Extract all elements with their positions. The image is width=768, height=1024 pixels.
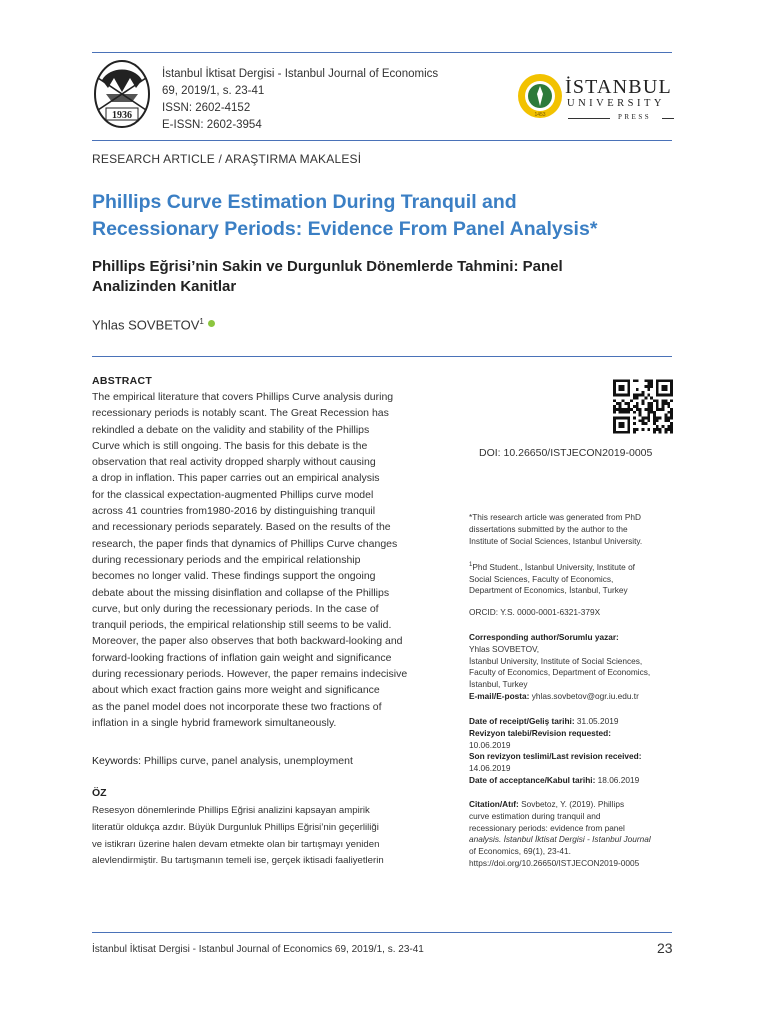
svg-text:1936: 1936 — [112, 110, 132, 121]
keywords — [92, 755, 353, 767]
university-logo-press: PRESS — [618, 113, 652, 121]
orcid-icon[interactable] — [208, 320, 215, 327]
qr-code[interactable] — [613, 379, 673, 434]
svg-text:1453: 1453 — [534, 112, 546, 118]
citation: Citation/Atıf: Sovbetoz, Y. (2019). Phillips curve estimation during tranquil and recessionary periods: evidence from panel analysis. İstanbul İktisat Dergisi - Istanbul Journal of Economics, 69(1), 23-41. https://doi.org/10.26650/ISTJECON2019-0005 — [469, 799, 651, 868]
text-line: about which exact fraction gains more weight and significance — [92, 684, 380, 697]
text-line: as the panel model does not incorporate these two fractions of — [92, 700, 382, 713]
article-title-english: Phillips Curve Estimation During Tranquil and Recessionary Periods: Evidence From Panel Analysis* — [92, 191, 598, 240]
journal-name: İstanbul İktisat Dergisi - Istanbul Journal of Economics — [162, 68, 439, 80]
text-line: inflation in a single hybrid framework simultaneously. — [92, 716, 337, 729]
text-line: forward-looking fractions of inflation gain weight and significance — [92, 651, 392, 664]
text-line: research, the paper finds that dynamics of Phillips Curve changes — [92, 537, 398, 550]
journal-info — [162, 66, 438, 134]
author-name: Yhlas SOVBETOV — [92, 317, 200, 333]
text-line: observation that real activity dropped sharply without causing — [92, 456, 376, 469]
article-title-turkish: Phillips Eğrisi’nin Sakin ve Durgunluk Dönemlerde Tahmini: Panel Analizinden Kanitlar — [92, 258, 563, 295]
article-dates: Date of receipt/Geliş tarihi: 31.05.2019 Revizyon talebi/Revision requested: 10.06.2019 Son revizyon teslimi/Last revision received: 14.06.2019 Date of acceptance/Kabul tarihi: 18.06.2019 — [469, 716, 642, 785]
abstract-heading: ABSTRACT — [92, 375, 153, 387]
text-line: a drop in inflation. This paper carries out an empirical analysis — [92, 472, 380, 485]
journal-eissn: E-ISSN: 2602-3954 — [162, 119, 262, 131]
text-line: recessionary periods is notably scant. The Great Recession has — [92, 407, 389, 420]
journal-seal-logo — [92, 58, 152, 130]
text-line: during recessionary periods and the empirical relationship — [92, 553, 361, 566]
university-logo-sub: UNIVERSITY — [567, 98, 665, 109]
journal-issn: ISSN: 2602-4152 — [162, 102, 251, 114]
author-line — [92, 317, 215, 332]
university-logo-name: İSTANBUL — [565, 76, 672, 98]
text-line: Resesyon dönemlerinde Phillips Eğrisi analizini kapsayan ampirik — [92, 805, 370, 816]
header-top-rule — [92, 52, 672, 53]
keywords-text: Phillips curve, panel analysis, unemployment — [143, 755, 353, 767]
logo-rule-left — [568, 118, 610, 119]
text-line: Moreover, the paper also observes that both backward-looking and — [92, 635, 403, 648]
text-line: and recessionary periods separately. Based on the results of the — [92, 521, 391, 534]
oz-body — [92, 803, 442, 870]
abstract-body — [92, 389, 442, 731]
article-type: RESEARCH ARTICLE / ARAŞTIRMA MAKALESİ — [92, 152, 362, 166]
text-line: curve, but only during the recessionary periods. In the case of — [92, 602, 379, 615]
research-note: *This research article was generated from PhD dissertations submitted by the author to the Institute of Social Sciences, Istanbul University. — [469, 512, 643, 546]
text-line: alevlendirmiştir. Bu tartışmanın temeli ise, gerçek iktisadi faaliyetlerin — [92, 855, 384, 867]
text-line: during recessionary periods. However, the paper remains indecisive — [92, 668, 408, 681]
text-line: tranquil periods, the empirical relationship still seems to be valid. — [92, 619, 392, 632]
logo-rule-right — [662, 118, 674, 119]
oz-heading: ÖZ — [92, 787, 107, 799]
affiliation: $^1$Phd Student., İstanbul University, Institute of Social Sciences, Faculty of Economics, Department of Economics, İstanbul, Turkey — [469, 561, 635, 596]
text-line: debate about the missing disinflation and collapse of the Phillips — [92, 586, 390, 599]
text-line: for the classical expectation-augmented Phillips curve model — [92, 488, 374, 501]
author-rule — [92, 356, 672, 357]
istanbul-university-seal-logo — [516, 72, 564, 120]
text-line: across 41 countries from1980-2016 by distinguishing tranquil — [92, 505, 376, 518]
citation-doi-link[interactable]: https://doi.org/10.26650/ISTJECON2019-0005 — [469, 857, 640, 868]
text-line: literatür oldukça azdır. Büyük Durgunluk Phillips Eğrisi’nin geçerliliği — [92, 821, 379, 833]
email-link[interactable]: yhlas.sovbetov@ogr.iu.edu.tr — [531, 690, 639, 701]
text-line: becomes no longer valid. These findings support the ongoing — [92, 570, 376, 583]
journal-volume: 69, 2019/1, s. 23-41 — [162, 85, 265, 97]
doi[interactable]: DOI: 10.26650/ISTJECON2019-0005 — [479, 447, 653, 459]
author-affiliation-mark: 1 — [199, 317, 204, 326]
text-line: rekindled a debate on the validity and stability of the Phillips — [92, 423, 370, 436]
header-bottom-rule — [92, 140, 672, 141]
keywords-label: Keywords: — [92, 755, 142, 767]
text-line: The empirical literature that covers Phillips Curve analysis during — [92, 391, 394, 403]
page-number: 23 — [657, 940, 673, 956]
orcid-id: ORCID: Y.S. 0000-0001-6321-379X — [469, 607, 601, 617]
text-line: Curve which is still ongoing. The basis for this debate is the — [92, 439, 368, 452]
corresponding-author: Corresponding author/Sorumlu yazar: Yhlas SOVBETOV, İstanbul University, Institute of Social Sciences, Faculty of Economics, Department of Economics, İstanbul, Turkey E-mail/E-posta: yhlas.sovbetov@ogr.iu.edu.tr — [469, 632, 651, 701]
text-line: ve istikrarı üzerine halen devam etmekte olan bir tartışmayı yeniden — [92, 838, 380, 850]
footer-journal: İstanbul İktisat Dergisi - Istanbul Journal of Economics 69, 2019/1, s. 23-41 — [92, 944, 424, 955]
footer-rule — [92, 932, 672, 933]
